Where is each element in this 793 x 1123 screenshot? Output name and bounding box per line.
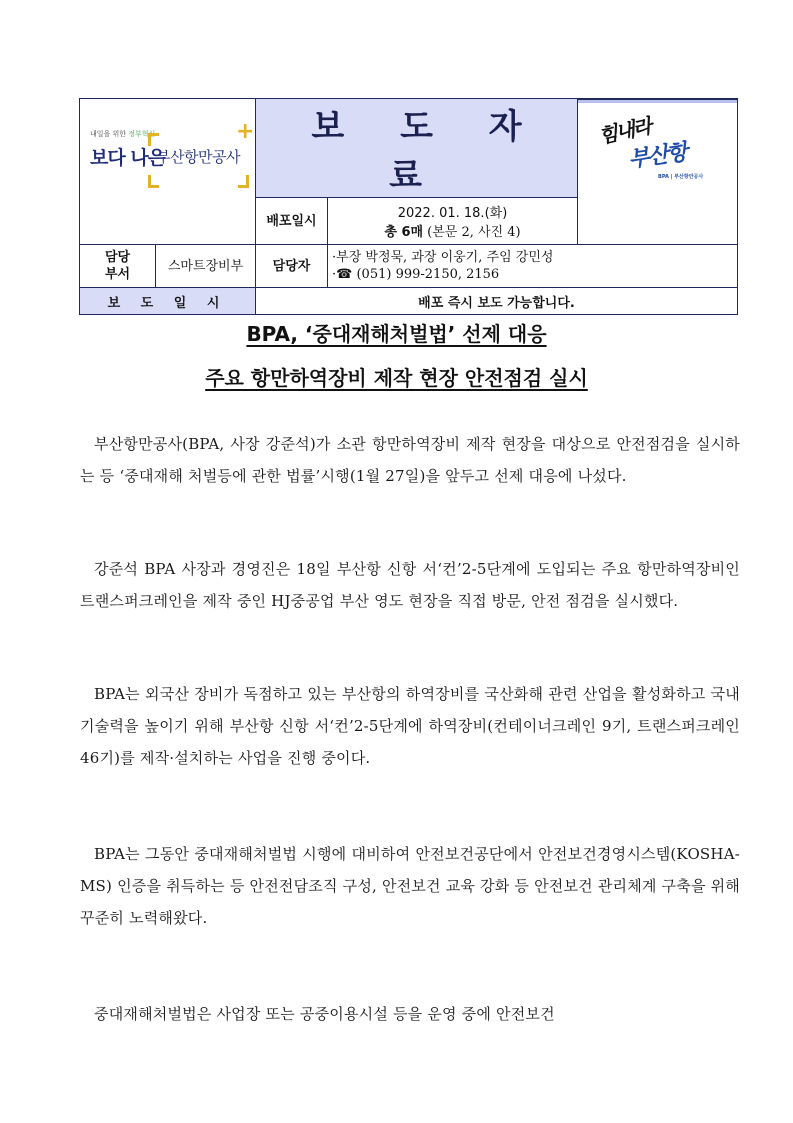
page-count: 총 6매 (본문 2, 사진 4) [384, 225, 521, 240]
contact-label: 담당자 [256, 245, 328, 288]
contact-info [328, 245, 738, 288]
campaign-logo-cell [578, 99, 738, 245]
headline-line-2: 주요 항만하역장비 제작 현장 안전점검 실시 [205, 366, 588, 390]
contact-people: ·부장 박정묵, 과장 이웅기, 주임 강민성 [332, 250, 554, 265]
org-logo-cell [80, 99, 256, 245]
body-paragraph-3: BPA는 외국산 장비가 독점하고 있는 부산항의 하역장비를 국산화해 관련 산업을 활성화하고 국내 기술력을 높이기 위해 부산항 신항 서‘컨’2-5단계에 하역장비(컨테이너크레인 9기, 트랜스퍼크레인 46기)를 제작·설치하는 사업을 진행 중이다. [80, 685, 740, 767]
body-paragraph-4: BPA는 그동안 중대재해처벌법 시행에 대비하여 안전보건공단에서 안전보건경영시스템(KOSHA-MS) 인증을 취득하는 등 안전전담조직 구성, 안전보건 교육 강화 등 안전보건 관리체계 구축을 위해 꾸준히 노력해왔다. [80, 845, 740, 927]
campaign-logo: 힘내라 부산항 BPA | 부산항만공사 [596, 113, 704, 180]
logo-tagline: 내일을 위한 정부혁신 [90, 130, 156, 138]
distribution-date: 2022. 01. 18.(화) [397, 206, 508, 221]
body-paragraph-2: 강준석 BPA 사장과 경영진은 18일 부산항 신항 서‘컨’2-5단계에 도입되는 주요 항만하역장비인 트랜스퍼크레인을 제작 중인 HJ중공업 부산 영도 현장을 직접 방문, 안전 점검을 실시했다. [80, 560, 740, 610]
press-release-header-table [79, 98, 738, 315]
bpa-logo [90, 119, 255, 189]
phone-icon: ☎ [336, 267, 353, 282]
doc-type-title: 보 도 자 료 [256, 99, 578, 198]
logo-plus-icon: + [236, 119, 255, 144]
release-value: 배포 즉시 보도 가능합니다. [256, 288, 738, 315]
contact-phone: ·☎ (051) 999-2150, 2156 [332, 267, 500, 282]
logo-bracket-icon [148, 175, 159, 188]
distribution-label: 배포일시 [256, 198, 328, 245]
release-label: 보 도 일 시 [80, 288, 256, 315]
dept-label: 담당 부서 [80, 245, 156, 288]
body-paragraph-1: 부산항만공사(BPA, 사장 강준석)가 소관 항만하역장비 제작 현장을 대상으로 안전점검을 실시하는 등 ‘중대재해 처벌등에 관한 법률’시행(1월 27일)을 앞두고 선제 대응에 나섰다. [80, 435, 740, 485]
headline-line-1: BPA, ‘중대재해처벌법’ 선제 대응 [246, 322, 547, 346]
distribution-info [328, 198, 578, 245]
logo-bracket-icon [238, 175, 249, 188]
logo-org-name: 부산항만공사 [156, 148, 240, 166]
body-paragraph-5: 중대재해처벌법은 사업장 또는 공중이용시설 등을 운영 중에 안전보건 [94, 1005, 555, 1023]
logo-slogan: 보다 나은 [90, 147, 166, 169]
logo-bracket-icon [148, 133, 159, 146]
dept-value: 스마트장비부 [156, 245, 256, 288]
